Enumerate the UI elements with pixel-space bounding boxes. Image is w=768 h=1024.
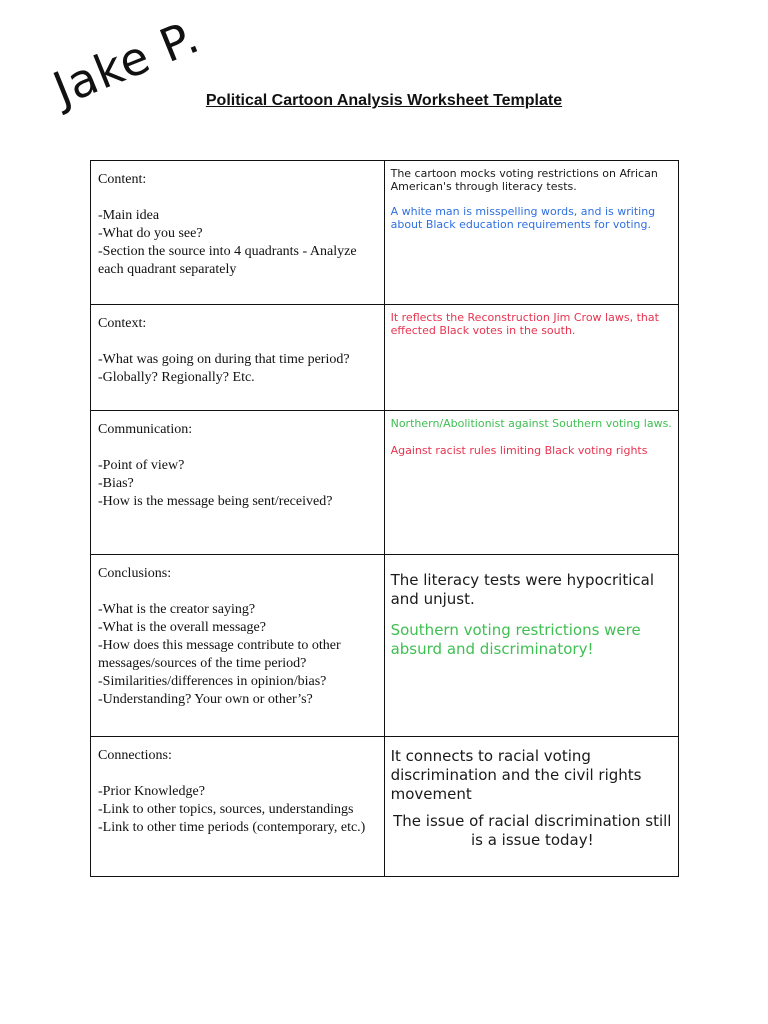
answer-cell [384, 161, 678, 305]
handwritten-answer: The literacy tests were hypocritical and unjust. [390, 571, 654, 608]
prompt-line: -Bias? [98, 476, 134, 491]
prompt-line: -Globally? Regionally? Etc. [98, 370, 255, 385]
row-heading: Connections: [98, 748, 172, 763]
row-heading: Communication: [98, 422, 193, 437]
table-row-conclusions [91, 555, 679, 737]
row-heading: Context: [98, 316, 147, 331]
prompt-line: -Similarities/differences in opinion/bias? [98, 674, 327, 689]
table-row-communication [91, 411, 679, 555]
prompt-cell [91, 305, 385, 411]
prompt-line: -What is the creator saying? [98, 602, 256, 617]
handwritten-answer: Southern voting restrictions were absurd and discriminatory! [390, 621, 641, 658]
answer-cell [384, 411, 678, 555]
prompt-cell [91, 411, 385, 555]
handwritten-answer: A white man is misspelling words, and is writing about Black education requirements for voting. [390, 205, 656, 231]
prompt-line: -Understanding? Your own or other’s? [98, 692, 313, 707]
table-row-content [91, 161, 679, 305]
prompt-line: -Link to other time periods (contemporary, etc.) [98, 820, 366, 835]
table-row-connections [91, 737, 679, 877]
handwritten-answer: The cartoon mocks voting restrictions on African American's through literacy tests. [390, 167, 658, 193]
row-heading: Conclusions: [98, 566, 172, 581]
answer-cell [384, 305, 678, 411]
prompt-line: -How does this message contribute to other messages/sources of the time period? [98, 638, 341, 671]
table-row-context [91, 305, 679, 411]
prompt-line: -Point of view? [98, 458, 185, 473]
prompt-line: -What do you see? [98, 226, 203, 241]
signature: Jake P. [45, 9, 207, 116]
prompt-line: -What is the overall message? [98, 620, 266, 635]
handwritten-answer: Northern/Abolitionist against Southern voting laws. [390, 417, 672, 430]
handwritten-answer: It reflects the Reconstruction Jim Crow laws, that effected Black votes in the south. [390, 311, 659, 337]
prompt-cell [91, 737, 385, 877]
answer-cell [384, 555, 678, 737]
prompt-line: -Link to other topics, sources, understandings [98, 802, 354, 817]
prompt-line: -Main idea [98, 208, 160, 223]
page-title: Political Cartoon Analysis Worksheet Template [205, 92, 563, 109]
answer-cell [384, 737, 678, 877]
worksheet-table [90, 160, 679, 877]
prompt-line: -How is the message being sent/received? [98, 494, 333, 509]
handwritten-answer: The issue of racial discrimination still is a issue today! [393, 812, 672, 849]
handwritten-answer: It connects to racial voting discrimination and the civil rights movement [390, 747, 642, 803]
prompt-line: -Section the source into 4 quadrants - Analyze each quadrant separately [98, 244, 357, 277]
row-heading: Content: [98, 172, 147, 187]
prompt-cell [91, 161, 385, 305]
handwritten-answer: Against racist rules limiting Black voting rights [390, 444, 648, 457]
prompt-line: -Prior Knowledge? [98, 784, 205, 799]
prompt-line: -What was going on during that time period? [98, 352, 350, 367]
prompt-cell [91, 555, 385, 737]
